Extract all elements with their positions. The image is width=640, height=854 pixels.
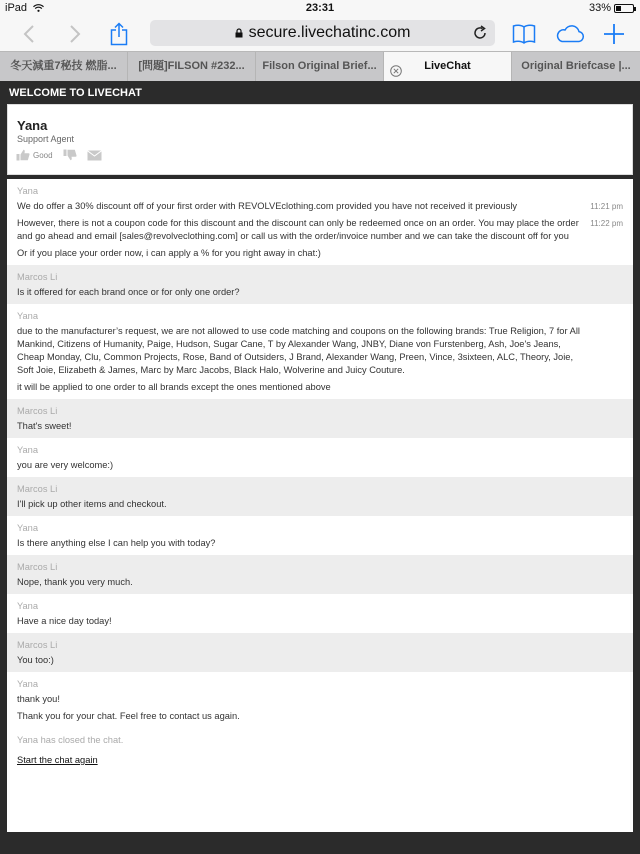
rate-bad-button[interactable]	[63, 149, 77, 161]
chat-message	[7, 399, 633, 438]
back-button[interactable]	[18, 16, 40, 51]
message-text	[17, 693, 623, 706]
chat-message	[7, 179, 633, 265]
message-text	[17, 381, 623, 394]
message-sender: Yana	[17, 601, 39, 611]
forward-button[interactable]	[64, 16, 86, 51]
chat-message	[7, 555, 633, 594]
tab-label: Filson Original Brief...	[262, 60, 377, 72]
close-tab-button[interactable]	[390, 60, 402, 81]
close-icon	[390, 65, 402, 77]
tab-livechat[interactable]	[384, 52, 512, 81]
message-sender: Yana	[17, 311, 39, 321]
message-text	[17, 217, 623, 243]
bookmarks-button[interactable]	[510, 16, 538, 51]
message-text	[17, 710, 623, 723]
message-body: I'll pick up other items and checkout.	[17, 499, 167, 509]
message-body: That's sweet!	[17, 421, 72, 431]
plus-icon	[603, 23, 625, 45]
message-body: We do offer a 30% discount off of your first order with REVOLVEclothing.com provided you have not received it previously	[17, 201, 518, 211]
chat-message	[7, 594, 633, 633]
agent-role: Support Agent	[17, 134, 75, 144]
cloud-icon	[555, 25, 585, 43]
message-text	[17, 615, 623, 628]
message-body: You too:)	[17, 655, 54, 665]
message-sender: Yana	[17, 523, 39, 533]
chevron-right-icon	[69, 24, 81, 44]
tab-3[interactable]	[256, 52, 384, 81]
tab-label: 冬天減重7秘技 燃脂...	[10, 60, 117, 72]
message-body: Thank you for your chat. Feel free to contact us again.	[17, 711, 240, 721]
message-text	[17, 200, 623, 213]
message-body: Or if you place your order now, i can apply a % for you right away in chat:)	[17, 248, 321, 258]
message-body: Is it offered for each brand once or for only one order?	[17, 287, 240, 297]
message-list	[7, 179, 633, 728]
message-text	[17, 498, 623, 511]
message-sender: Marcos Li	[17, 406, 58, 416]
message-text	[17, 325, 623, 377]
address-text	[150, 24, 495, 42]
message-text	[17, 537, 623, 550]
livechat-header	[0, 81, 640, 103]
start-chat-again-link[interactable]: Start the chat again	[17, 755, 98, 765]
envelope-icon	[87, 150, 102, 161]
battery-level	[616, 6, 621, 11]
address-bar[interactable]	[150, 20, 495, 46]
chat-message	[7, 265, 633, 304]
message-text	[17, 420, 623, 433]
message-body: However, there is not a coupon code for this discount and the discount can only be redeemed once on an order. You may place the order and go ahead and email [sales@revolveclothing.com] or call us with the order/invoice number and we can take the discount off for you	[17, 218, 579, 241]
rating-row	[16, 149, 102, 161]
message-body: Nope, thank you very much.	[17, 577, 133, 587]
chat-message	[7, 672, 633, 728]
share-button[interactable]	[108, 16, 130, 51]
chat-closed-notice: Yana has closed the chat.	[17, 735, 124, 745]
tab-label: [問題]FILSON #232...	[138, 60, 245, 72]
battery-percent: 33%	[588, 2, 611, 14]
message-body: Is there anything else I can help you with today?	[17, 538, 216, 548]
message-sender: Yana	[17, 445, 39, 455]
tab-label: LiveChat	[424, 60, 471, 72]
message-timestamp: 11:21 pm	[590, 202, 623, 211]
status-bar	[0, 0, 640, 16]
message-text	[17, 459, 623, 472]
message-text	[17, 654, 623, 667]
message-sender: Marcos Li	[17, 562, 58, 572]
tab-5[interactable]	[512, 52, 640, 81]
message-body: thank you!	[17, 694, 60, 704]
chat-message	[7, 304, 633, 399]
rate-good-button[interactable]	[16, 149, 53, 161]
livechat-title: WELCOME TO LIVECHAT	[9, 87, 142, 99]
rate-good-label: Good	[33, 150, 53, 160]
share-icon	[110, 22, 128, 46]
message-body: you are very welcome:)	[17, 460, 114, 470]
tab-1[interactable]	[0, 52, 128, 81]
chat-transcript	[7, 179, 633, 832]
status-right	[589, 2, 634, 14]
chat-message	[7, 477, 633, 516]
tab-2[interactable]	[128, 52, 256, 81]
reload-icon	[473, 25, 487, 40]
chat-message	[7, 438, 633, 477]
thumbs-up-icon	[16, 149, 30, 161]
icloud-tabs-button[interactable]	[554, 16, 586, 51]
message-body: it will be applied to one order to all brands except the ones mentioned above	[17, 382, 331, 392]
message-text	[17, 247, 623, 260]
message-sender: Marcos Li	[17, 484, 58, 494]
message-text	[17, 576, 623, 589]
message-sender: Yana	[17, 186, 39, 196]
reload-button[interactable]	[473, 25, 487, 45]
browser-toolbar	[0, 16, 640, 51]
message-body: due to the manufacturer’s request, we are not allowed to use code matching and coupons on the following brands: True Religion, 7 for All Mankind, Citizens of Humanity, Paige, Hudson, Sugar Cane, T by Alexander Wang, JNBY, Diane von Furstenberg, Ash, Joe's Jeans, Cheap Monday, Clu, Common Projects, Rose, Band of Outsiders, J Brand, Alexander Wang, Preen, Vince, 3sixteen, ALC, Theory, Joie, Soft Joie, Elizabeth & James, Marc by Marc Jacobs, Black Halo, Wolverine and Juicy Couture.	[17, 326, 580, 375]
agent-name: Yana	[17, 118, 48, 133]
tab-label: Original Briefcase |...	[521, 60, 631, 72]
tab-bar	[0, 51, 640, 81]
lock-icon	[235, 28, 243, 38]
message-sender: Yana	[17, 679, 39, 689]
chat-message	[7, 516, 633, 555]
status-time: 23:31	[305, 2, 335, 14]
message-body: Have a nice day today!	[17, 616, 112, 626]
new-tab-button[interactable]	[602, 16, 626, 51]
message-text	[17, 286, 623, 299]
message-timestamp: 11:22 pm	[590, 219, 623, 228]
restart-row	[7, 751, 633, 771]
battery-icon	[614, 4, 634, 13]
chevron-left-icon	[23, 24, 35, 44]
message-sender: Marcos Li	[17, 272, 58, 282]
book-icon	[512, 24, 536, 44]
agent-card	[7, 104, 633, 175]
message-sender: Marcos Li	[17, 640, 58, 650]
url-text: secure.livechatinc.com	[248, 24, 411, 41]
device-name: iPad	[5, 2, 28, 14]
email-transcript-button[interactable]	[87, 150, 102, 161]
chat-message	[7, 633, 633, 672]
thumbs-down-icon	[63, 149, 77, 161]
